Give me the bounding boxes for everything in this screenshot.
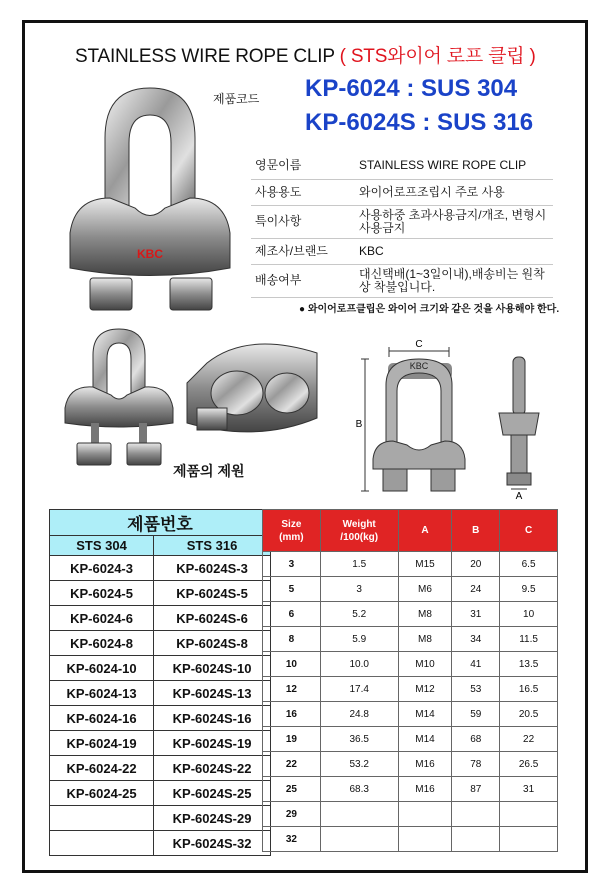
- col-header-c: C: [500, 510, 558, 552]
- cell-sts304: KP-6024-19: [50, 731, 154, 756]
- info-value: 대신택배(1~3일이내),배송비는 원착상 착불입니다.: [355, 264, 553, 297]
- table-row: [263, 802, 558, 827]
- cell-dim-c: 26.5: [500, 752, 558, 777]
- cell-size: 19: [263, 727, 321, 752]
- cell-sts316: KP-6024S-6: [154, 606, 271, 631]
- cell-size: 16: [263, 702, 321, 727]
- cell-sts304: KP-6024-13: [50, 681, 154, 706]
- cell-dim-a: M15: [398, 552, 452, 577]
- cell-weight: [320, 827, 398, 852]
- cell-dim-c: 22: [500, 727, 558, 752]
- table-row: [263, 627, 558, 652]
- cell-dim-a: M6: [398, 577, 452, 602]
- cell-sts304: KP-6024-10: [50, 656, 154, 681]
- cell-weight: 3: [320, 577, 398, 602]
- cell-dim-b: 68: [452, 727, 500, 752]
- table-row: [263, 777, 558, 802]
- cell-dim-b: 41: [452, 652, 500, 677]
- info-row: [251, 238, 553, 264]
- cell-size: 3: [263, 552, 321, 577]
- table-row: [263, 727, 558, 752]
- cell-weight: 5.9: [320, 627, 398, 652]
- table-row: [50, 781, 271, 806]
- cell-dim-a: M16: [398, 777, 452, 802]
- table-row: [263, 652, 558, 677]
- table-row: [50, 831, 271, 856]
- cell-dim-b: 53: [452, 677, 500, 702]
- table-row: [50, 806, 271, 831]
- cell-weight: 10.0: [320, 652, 398, 677]
- cell-dim-a: M10: [398, 652, 452, 677]
- table-row: [263, 552, 558, 577]
- cell-dim-c: [500, 827, 558, 852]
- cell-dim-c: 10: [500, 602, 558, 627]
- cell-dim-b: 78: [452, 752, 500, 777]
- col-header-weight: Weight /100(kg): [320, 510, 398, 552]
- cell-size: 29: [263, 802, 321, 827]
- cell-sts304: [50, 806, 154, 831]
- dimension-diagram: [341, 337, 541, 499]
- col-header-b: B: [452, 510, 500, 552]
- product-code-sus304: KP-6024 : SUS 304: [305, 75, 518, 102]
- cell-dim-a: [398, 802, 452, 827]
- cell-weight: 36.5: [320, 727, 398, 752]
- cell-sts304: [50, 831, 154, 856]
- table-row: [50, 706, 271, 731]
- cell-dim-a: M14: [398, 702, 452, 727]
- cell-weight: 68.3: [320, 777, 398, 802]
- cell-sts316: KP-6024S-29: [154, 806, 271, 831]
- info-value: 와이어로프조립시 주로 사용: [355, 179, 553, 205]
- cell-size: 6: [263, 602, 321, 627]
- table-row: [50, 681, 271, 706]
- page-title: [75, 41, 536, 68]
- col-header-sts316: STS 316: [154, 536, 271, 556]
- cell-dim-c: 11.5: [500, 627, 558, 652]
- table-row: [263, 702, 558, 727]
- cell-sts316: KP-6024S-22: [154, 756, 271, 781]
- col-header-sts304: STS 304: [50, 536, 154, 556]
- cell-size: 25: [263, 777, 321, 802]
- cell-dim-a: M12: [398, 677, 452, 702]
- cell-sts316: KP-6024S-5: [154, 581, 271, 606]
- cell-size: 10: [263, 652, 321, 677]
- table-row: [50, 656, 271, 681]
- cell-sts316: KP-6024S-13: [154, 681, 271, 706]
- cell-dim-c: 9.5: [500, 577, 558, 602]
- cell-sts316: KP-6024S-32: [154, 831, 271, 856]
- table-row: [263, 577, 558, 602]
- cell-sts316: KP-6024S-3: [154, 556, 271, 581]
- photo-caption: 제품의 제원: [173, 463, 245, 479]
- table-row: [263, 602, 558, 627]
- col-header-a: A: [398, 510, 452, 552]
- cell-dim-c: 16.5: [500, 677, 558, 702]
- table-row: [50, 631, 271, 656]
- catalog-frame: [22, 20, 588, 873]
- product-info-table: [251, 153, 553, 298]
- cell-dim-a: M14: [398, 727, 452, 752]
- cell-dim-b: 31: [452, 602, 500, 627]
- cell-dim-b: [452, 827, 500, 852]
- product-photo-front: [55, 323, 185, 473]
- table-row: [50, 606, 271, 631]
- cell-sts304: KP-6024-6: [50, 606, 154, 631]
- table-row: [263, 752, 558, 777]
- cell-dim-b: [452, 802, 500, 827]
- cell-weight: 1.5: [320, 552, 398, 577]
- dim-label-b: B: [355, 419, 363, 430]
- cell-size: 8: [263, 627, 321, 652]
- product-photo-side: [177, 323, 327, 453]
- col-header-size: Size (mm): [263, 510, 321, 552]
- cell-dim-a: [398, 827, 452, 852]
- cell-dim-c: [500, 802, 558, 827]
- cell-weight: 24.8: [320, 702, 398, 727]
- cell-sts316: KP-6024S-8: [154, 631, 271, 656]
- cell-size: 5: [263, 577, 321, 602]
- cell-sts316: KP-6024S-16: [154, 706, 271, 731]
- dim-label-a: A: [515, 491, 523, 499]
- title-english: STAINLESS WIRE ROPE CLIP: [75, 46, 335, 67]
- cell-sts304: KP-6024-5: [50, 581, 154, 606]
- cell-size: 32: [263, 827, 321, 852]
- cell-sts304: KP-6024-22: [50, 756, 154, 781]
- table-row: [50, 756, 271, 781]
- cell-sts316: KP-6024S-25: [154, 781, 271, 806]
- cell-sts304: KP-6024-8: [50, 631, 154, 656]
- cell-sts304: KP-6024-3: [50, 556, 154, 581]
- cell-dim-a: M8: [398, 602, 452, 627]
- cell-dim-a: M8: [398, 627, 452, 652]
- main-product-photo: [55, 83, 245, 317]
- title-korean: ( STS와이어 로프 클립 ): [339, 46, 536, 67]
- cell-weight: 17.4: [320, 677, 398, 702]
- cell-dim-b: 20: [452, 552, 500, 577]
- info-value: KBC: [355, 238, 553, 264]
- table-row: [50, 581, 271, 606]
- cell-sts304: KP-6024-25: [50, 781, 154, 806]
- info-row: [251, 205, 553, 238]
- cell-dim-b: 24: [452, 577, 500, 602]
- info-row: [251, 264, 553, 297]
- cell-sts316: KP-6024S-10: [154, 656, 271, 681]
- info-value: 사용하중 초과사용금지/개조, 변형시 사용금지: [355, 205, 553, 238]
- product-code-label: 제품코드: [213, 92, 260, 106]
- product-code-sus316: KP-6024S : SUS 316: [305, 109, 534, 136]
- cell-dim-c: 13.5: [500, 652, 558, 677]
- cell-dim-a: M16: [398, 752, 452, 777]
- cell-weight: 53.2: [320, 752, 398, 777]
- cell-sts316: KP-6024S-19: [154, 731, 271, 756]
- spec-table-product-numbers: [49, 509, 271, 856]
- info-row: [251, 179, 553, 205]
- usage-note: ● 와이어로프클립은 와이어 크기와 같은 것을 사용해야 한다.: [299, 304, 560, 315]
- cell-weight: [320, 802, 398, 827]
- cell-sts304: KP-6024-16: [50, 706, 154, 731]
- cell-weight: 5.2: [320, 602, 398, 627]
- info-key: 제조사/브랜드: [251, 238, 355, 264]
- dim-label-c: C: [415, 339, 423, 350]
- photo-brand-text: KBC: [137, 247, 163, 261]
- info-key: 영문이름: [251, 153, 355, 179]
- cell-size: 12: [263, 677, 321, 702]
- info-row: [251, 153, 553, 179]
- cell-dim-c: 20.5: [500, 702, 558, 727]
- info-key: 배송여부: [251, 264, 355, 297]
- info-key: 특이사항: [251, 205, 355, 238]
- table-row: [50, 556, 271, 581]
- table-row: [50, 731, 271, 756]
- table-row: [263, 827, 558, 852]
- cell-dim-c: 31: [500, 777, 558, 802]
- cell-dim-b: 59: [452, 702, 500, 727]
- info-key: 사용용도: [251, 179, 355, 205]
- table-row: [263, 677, 558, 702]
- cell-dim-c: 6.5: [500, 552, 558, 577]
- cell-dim-b: 87: [452, 777, 500, 802]
- info-value: STAINLESS WIRE ROPE CLIP: [355, 153, 553, 179]
- group-header: 제품번호: [50, 510, 271, 536]
- cell-dim-b: 34: [452, 627, 500, 652]
- cell-size: 22: [263, 752, 321, 777]
- diagram-brand-text: KBC: [409, 361, 429, 371]
- spec-table-dimensions: [262, 509, 558, 852]
